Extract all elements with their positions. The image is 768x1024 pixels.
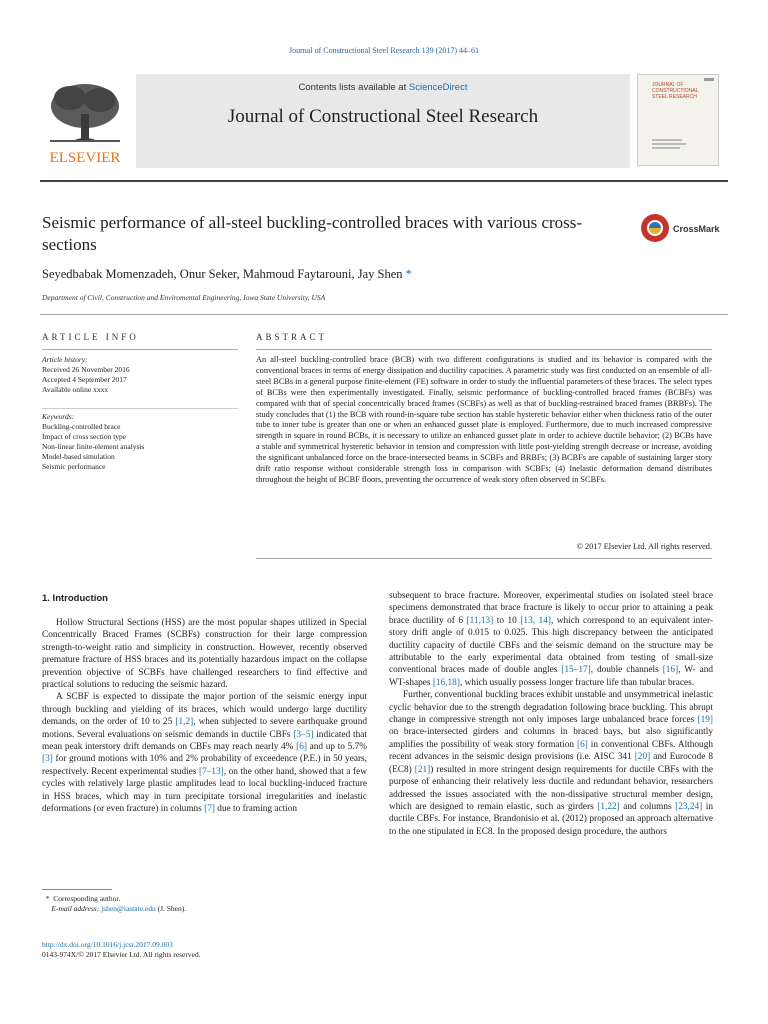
svg-text:CrossMark: CrossMark [673,224,720,234]
reference-link[interactable]: [6] [576,739,588,750]
issn-line: 0143-974X/© 2017 Elsevier Ltd. All rights reserved. [42,950,201,959]
reference-link[interactable]: [20] [634,752,651,763]
body-column-left [42,617,367,816]
reference-link[interactable]: [21] [414,764,431,775]
reference-link[interactable]: [11,13] [466,615,494,626]
reference-link[interactable]: [3] [42,754,53,765]
accepted-date: Accepted 4 September 2017 [42,375,127,384]
received-date: Received 26 November 2016 [42,365,130,374]
header-rule [40,180,728,182]
journal-cover-thumbnail[interactable] [637,74,719,166]
elsevier-logo [40,76,130,166]
keyword-item: Buckling-controlled brace [42,422,121,431]
paragraph: Hollow Structural Sections (HSS) are the most popular shapes utilized in Special Concentrically Braced Frames (SCBFs) construction for their large compression strength-to-weight ratio and simplicity in construction. However, recently observed premature fracture of HSS braces and its potentially hazardous impact on the collapse prevention objective of SCBFs have challenged researchers to find effective and practical solutions to reducing the seismic hazard. [42,618,367,691]
doi-link[interactable]: http://dx.doi.org/10.1016/j.jcsr.2017.09.003 [42,940,173,949]
paragraph: A SCBF is expected to dissipate the major portion of the seismic energy input through buckling and yielding of its braces, which would undergo large ductility demands, on the order of 10 to 25 [1,2], when subjected to severe earthquake ground motions. Several evaluations on seismic demands in ductile CBFs [3–5] indicated that mean peak interstory drift demands on CBFs may reach nearly 4% [6] and up to 5.7% [3] for ground motions with 10% and 2% probability of exceedence (P.E.) in 50 years, respectively. Recent experimental studies [7–13], on the other hand, showed that a few cycles with relatively large plastic amplitudes lead to local buckling-induced fracture in HSS braces, which may in turn precipitate torsional irregularities and inelastic deformations (or even fracture) in columns [7] due to framing action [42,692,368,815]
reference-link[interactable]: [1,2] [175,717,194,728]
reference-link[interactable]: [3–5] [293,729,314,740]
keyword-item: Model-based simulation [42,452,115,461]
cover-bar [704,78,714,81]
online-date: Available online xxxx [42,385,109,394]
section-heading-introduction: 1. Introduction [42,593,108,604]
journal-citation[interactable]: Journal of Constructional Steel Research 139 (2017) 44–61 [289,46,479,55]
cover-title: JOURNAL OF CONSTRUCTIONAL STEEL RESEARCH [652,82,699,100]
contents-prefix: Contents lists available at [298,82,409,93]
article-title: Seismic performance of all-steel buckling-controlled braces with various cross-sections [42,213,583,254]
crossmark-badge[interactable] [640,212,730,246]
reference-link[interactable]: [16,18] [432,677,460,688]
article-history [42,355,242,395]
keywords [42,412,242,472]
body-column-right [389,590,713,838]
abstract-copyright: © 2017 Elsevier Ltd. All rights reserved. [576,542,712,551]
footnote-rule [42,889,112,890]
reference-link[interactable]: [7] [204,804,215,815]
author-names: Seyedbabak Momenzadeh, Onur Seker, Mahmoud Faytarouni, Jay Shen [42,267,403,281]
reference-link[interactable]: [6] [296,742,307,753]
keywords-label: Keywords: [42,412,75,421]
footer [42,940,201,960]
cover-note-lines [652,139,692,149]
keyword-item: Seismic performance [42,462,106,471]
divider [42,349,238,350]
affiliation: Department of Civil, Construction and Enviromental Engineering, Iowa State University, USA [42,293,326,302]
reference-link[interactable]: [1,22] [597,801,620,812]
divider [256,349,712,350]
article-info-heading: ARTICLE INFO [42,332,139,342]
abstract-heading: ABSTRACT [256,332,328,342]
paragraph: subsequent to brace fracture. Moreover, experimental studies on isolated steel brace specimens demonstrated that brace fracture is likely to occur prior to attaining a peak brace ductility of 6 [11,13] to 10 [13, 14], which correspond to an equivalent inter-story drift angle of 0.015 to 0.025. This high discrepancy between the anticipated ductility capacity of ductile CBFs and the seismic demand on the structure may be attributable to the early experimental data obtained from testing of small-size conventional braces made of double angles [15–17], double channels [16], W- and WT-shapes [16,18], which usually possess longer fracture life than tubular braces. [389,591,713,688]
reference-link[interactable]: [19] [697,715,713,726]
reference-link[interactable]: [15–17] [561,665,591,676]
reference-link[interactable]: [7–13] [198,766,224,777]
reference-link[interactable]: [16] [662,665,679,676]
email-note: E-mail address: jshen@iastate.edu (J. Shen). [51,904,187,913]
corresponding-author-note: * Corresponding author. [45,894,121,903]
sciencedirect-link[interactable]: ScienceDirect [408,82,468,93]
reference-link[interactable]: [13, 14] [520,615,551,626]
divider [40,314,728,315]
contents-line [136,82,630,93]
email-link[interactable]: jshen@iastate.edu [101,904,156,913]
paragraph: Further, conventional buckling braces exhibit unstable and unsymmetrical inelastic cyclic behavior due to the strength degradation following brace buckling. This abrupt change in compressive strength not only imposes large unbalanced brace forces [19] on brace-intersected girders and columns in braced bays, but also significantly amplifies the possibility of weak story formation [6] in conventional CBFs. Although recent advances in the seismic design provisions (i.e. AISC 341 [20] and Eurocode 8 (EC8) [21]) resulted in more stringent design requirements for ductile CBFs with the purpose of enhancing their relatively less ductile and redundant behavior, researchers addressed the issues associated with the non-dissipative structural member design, which are designed to remain elastic, such as girders [1,22] and columns [23,24] in ductile CBFs. For instance, Brandonisio et al. (2012) proposed an approach alternative to the one stipulated in EC8. In the proposed design procedure, the authors [389,690,714,837]
keyword-item: Impact of cross section type [42,432,127,441]
divider [256,558,712,559]
reference-link[interactable]: [23,24] [675,801,703,812]
journal-name[interactable]: Journal of Constructional Steel Research [227,106,539,127]
svg-text:ELSEVIER: ELSEVIER [49,150,121,166]
corresponding-author-mark[interactable]: * [405,267,412,281]
author-list [42,267,642,282]
footnote [42,894,372,914]
divider [42,408,238,409]
abstract-text: An all-steel buckling-controlled brace (BCB) with two different configurations is studied and its behavior is compared with the conventional braces in terms of energy dissipation and ductility capacities. A parametric study was first conducted on an ensemble of all-steel BCBs in a general purpose finite-element (FE) software in order to study the influential parameters of these braces. The select types of BCBs were then experimentally investigated. Finally, seismic performance of buckling-controlled braced frames (BCBFs) was compared with that of special concentrically braced frames (SCBFs) as well as that of buckling-restrained braced frames (BRBFs). The study concludes that (1) the BCB with round-in-square tube section has stable hysteretic behavior either when thickness ratio of the outer tube to inner tube is greater than one or when an enhanced gusset plate is employed. Furthermore, due to much increased compressive strength in square in round BCBs, it is necessary to utilize an enhanced gusset plate in order to achieve ductile behavior; (2) BCBs have a stable and symmetrical hysteretic behavior in tension and compression with little post-yielding strength decrease or increase, avoiding the significant unbalanced force on the brace-intersected beams in SCBFs and BRBFs; (3) BCBFs are capable of sustaining larger story drift ratio response without considerable strength loss in comparison with SCBFs; (4) Inelastic deformation demand distributes throughout the height of BCBF floors, preventing the occurrence of weak story often observed in SCBFs. [256,355,712,484]
keyword-item: Non-linear finite-element analysis [42,442,145,451]
history-label: Article history: [42,355,88,364]
